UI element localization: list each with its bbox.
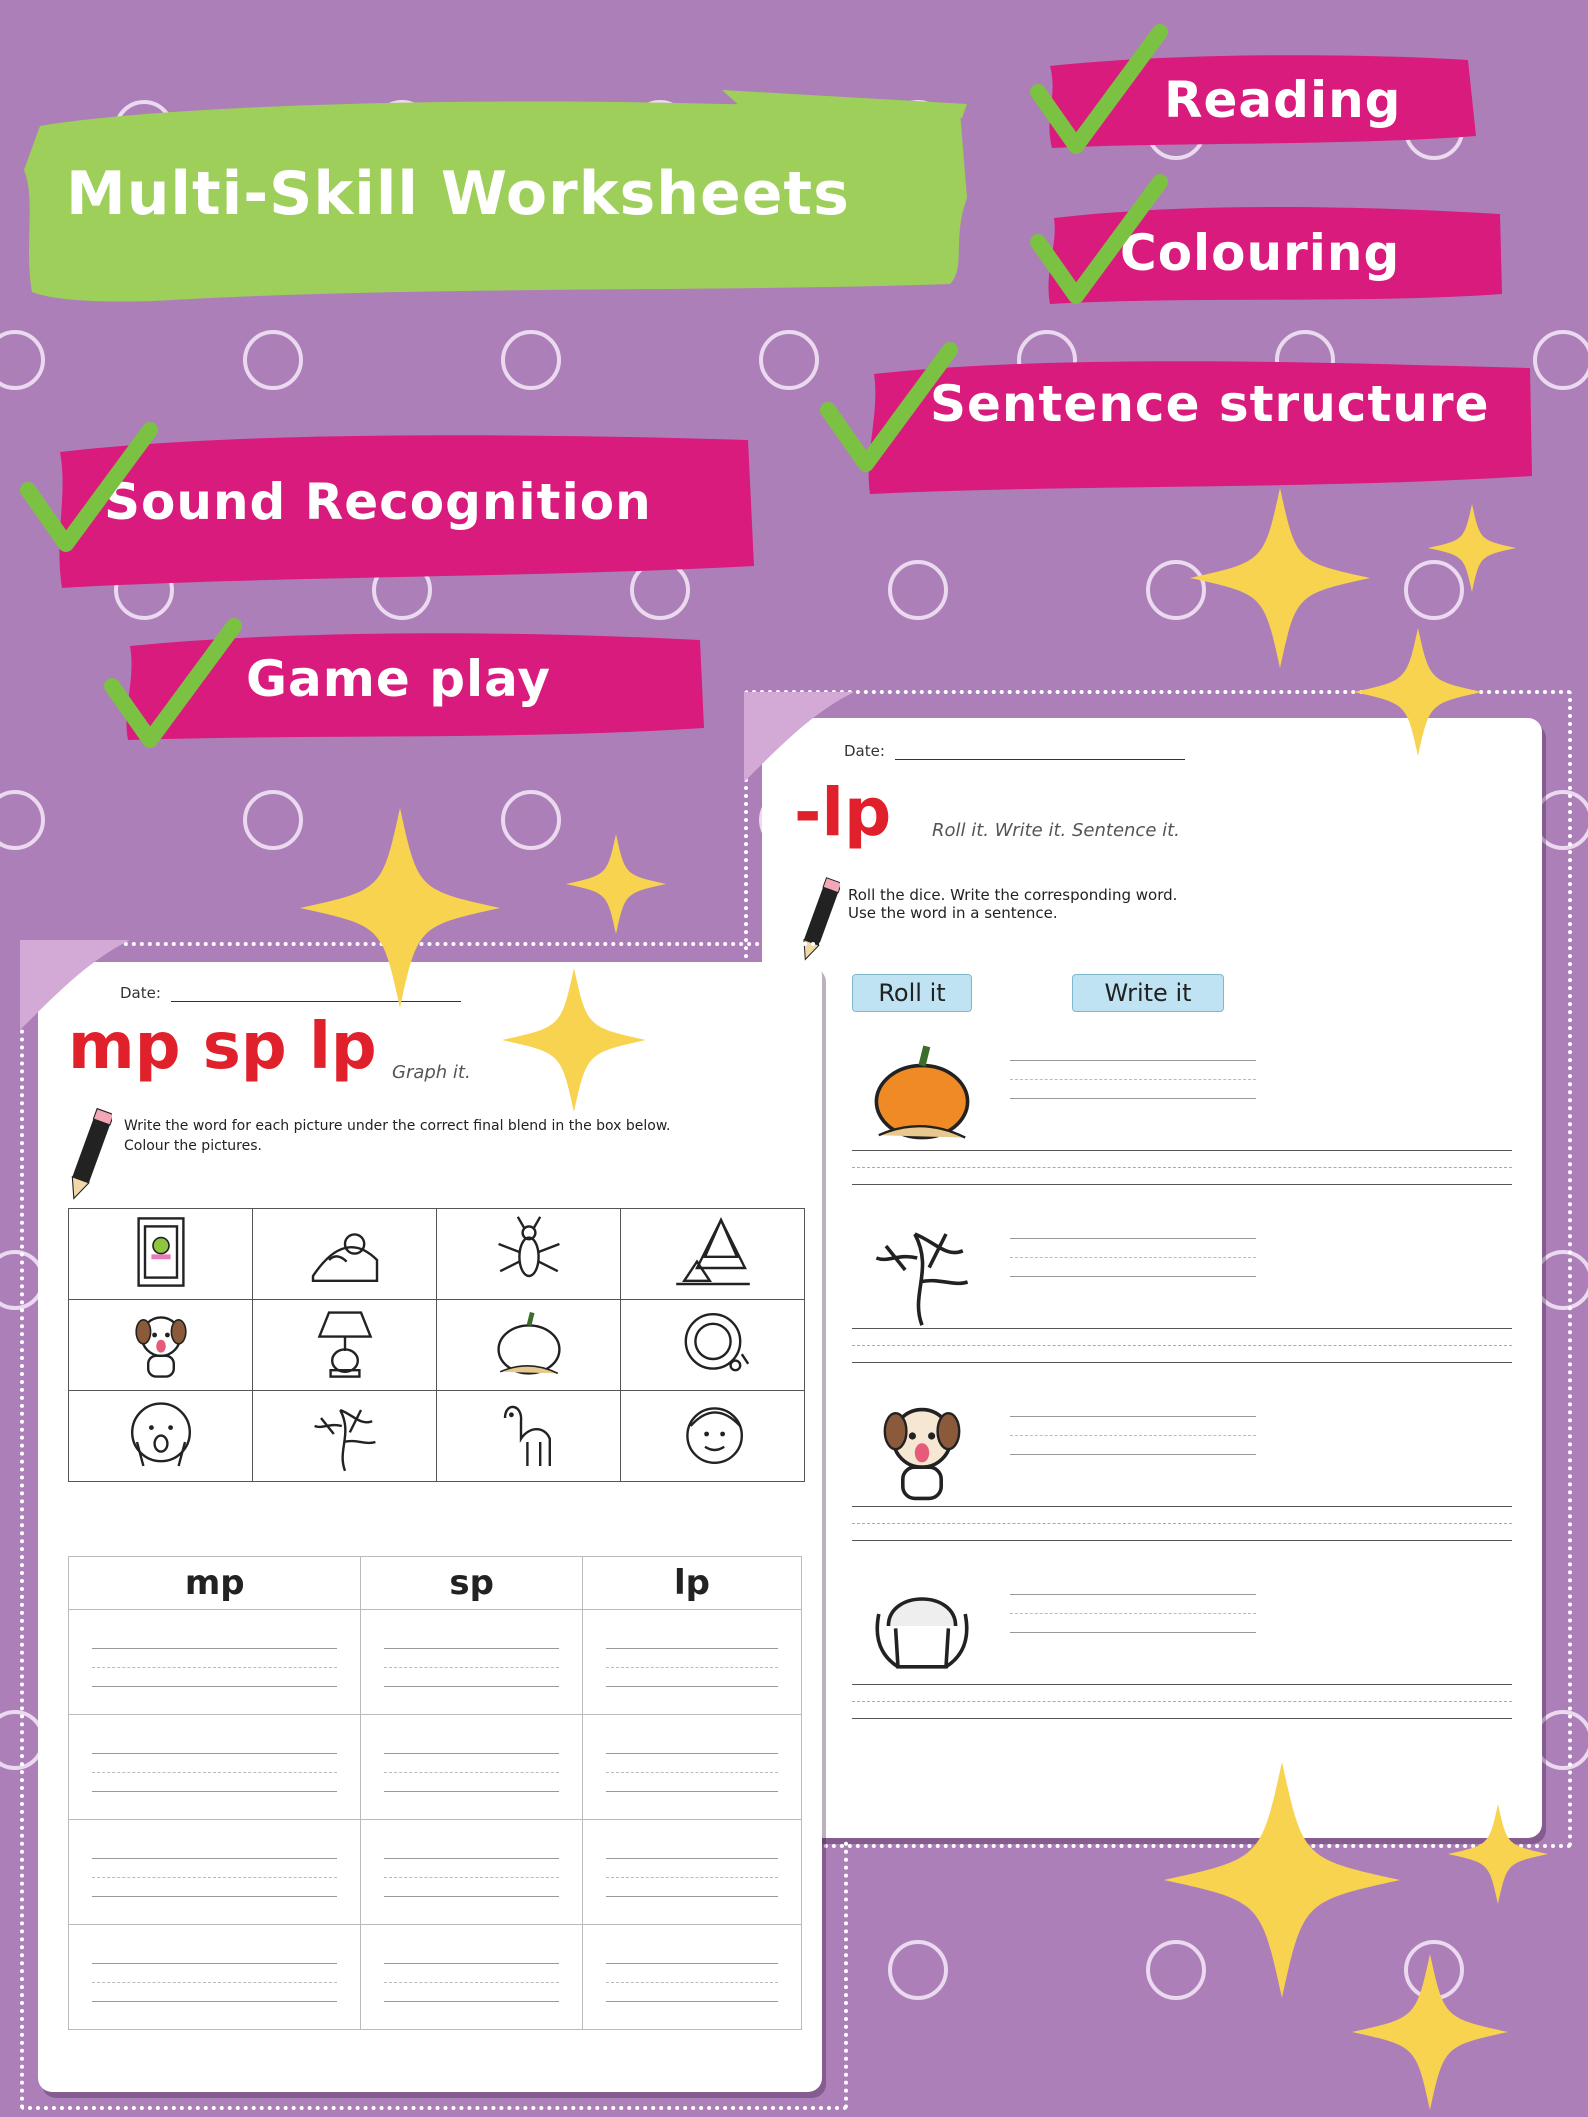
right-instruction-1: Roll the dice. Write the corresponding word. — [848, 886, 1178, 904]
sparkle-star-icon — [300, 808, 500, 1008]
left-instruction-1: Write the word for each picture under the correct final blend in the box below. — [124, 1118, 671, 1134]
colouring-text: Colouring — [1120, 224, 1401, 282]
reading-text: Reading — [1164, 71, 1402, 129]
left-subtitle: Graph it. — [392, 1062, 471, 1083]
sentence-structure-text: Sentence structure — [930, 375, 1490, 433]
write-it-header: Write it — [1072, 974, 1224, 1012]
sparkle-star-icon — [502, 968, 646, 1112]
sparkle-star-icon — [566, 834, 666, 934]
title-text: Multi-Skill Worksheets — [66, 159, 850, 229]
right-instruction-2: Use the word in a sentence. — [848, 904, 1058, 922]
sort-header-mp: mp — [69, 1557, 361, 1610]
left-title: mp sp lp — [68, 1010, 377, 1084]
sparkle-star-icon — [1190, 488, 1370, 668]
game-play-text: Game play — [246, 650, 551, 708]
sparkle-star-icon — [1448, 1804, 1548, 1904]
left-date: Date: — [120, 984, 461, 1002]
sound-recognition-text: Sound Recognition — [104, 473, 652, 531]
sort-header-lp: lp — [583, 1557, 802, 1610]
right-title: -lp — [794, 774, 892, 851]
right-subtitle: Roll it. Write it. Sentence it. — [932, 820, 1180, 841]
sort-header-sp: sp — [361, 1557, 583, 1610]
left-instruction-2: Colour the pictures. — [124, 1138, 262, 1154]
sparkle-star-icon — [1164, 1762, 1400, 1998]
sparkle-star-icon — [1352, 1954, 1508, 2110]
roll-it-header: Roll it — [852, 974, 972, 1012]
sparkle-star-icon — [1354, 628, 1482, 756]
right-date: Date: — [844, 742, 1185, 760]
sparkle-star-icon — [1428, 504, 1516, 592]
